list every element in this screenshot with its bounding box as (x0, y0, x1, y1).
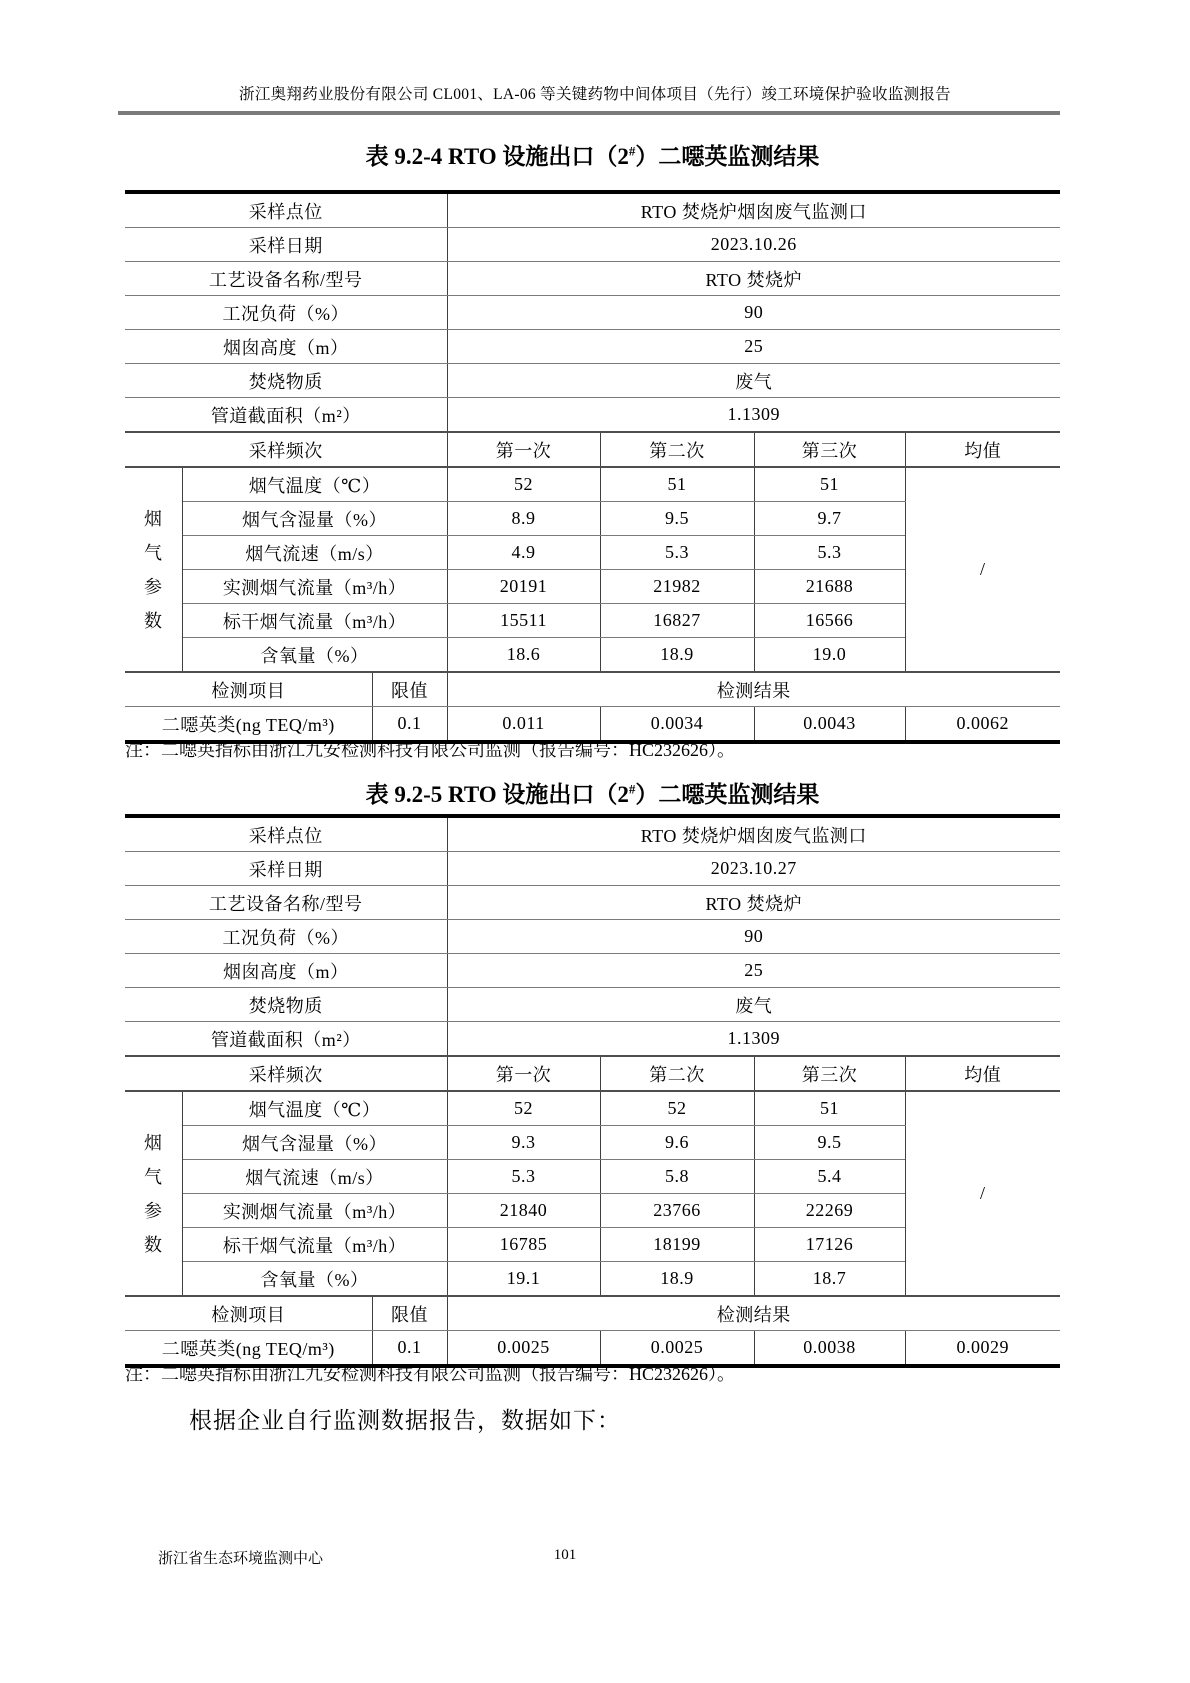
table-row (125, 988, 1060, 1022)
info-value: RTO 焚烧炉 (447, 262, 1060, 296)
info-label: 焚烧物质 (125, 988, 447, 1022)
param-value: 9.3 (447, 1126, 600, 1160)
info-value: 1.1309 (447, 398, 1060, 433)
info-label: 工况负荷（%） (125, 296, 447, 330)
table-row (125, 852, 1060, 886)
title-superscript: # (628, 143, 636, 159)
param-value: 18.6 (447, 638, 600, 673)
mean-cell: / (905, 467, 1060, 672)
title-suffix: ）二噁英监测结果 (635, 782, 820, 807)
param-value: 52 (447, 1091, 600, 1126)
freq-col-3: 第三次 (754, 1056, 905, 1091)
param-label: 烟气含湿量（%） (182, 502, 447, 536)
param-value: 16785 (447, 1228, 600, 1262)
param-row (125, 467, 1060, 502)
result-value: 0.0034 (600, 707, 754, 743)
table-row (125, 1022, 1060, 1057)
info-label: 焚烧物质 (125, 364, 447, 398)
title-prefix: 表 9.2-5 RTO 设施出口（2 (365, 782, 629, 807)
info-label: 管道截面积（m²） (125, 1022, 447, 1057)
result-label: 二噁英类(ng TEQ/m³) (125, 707, 372, 743)
info-label: 采样点位 (125, 816, 447, 852)
param-value: 23766 (600, 1194, 754, 1228)
table-row (125, 920, 1060, 954)
param-label: 烟气温度（℃） (182, 1091, 447, 1126)
dioxin-table-9-2-5 (125, 814, 1060, 1368)
table-row (125, 296, 1060, 330)
param-value: 9.6 (600, 1126, 754, 1160)
info-value: 25 (447, 954, 1060, 988)
param-value: 15511 (447, 604, 600, 638)
info-label: 采样日期 (125, 228, 447, 262)
param-value: 19.1 (447, 1262, 600, 1297)
result-value: 0.0025 (447, 1331, 600, 1367)
result-limit-header: 限值 (372, 1296, 447, 1331)
param-label: 含氧量（%） (182, 1262, 447, 1297)
param-value: 4.9 (447, 536, 600, 570)
freq-col-2: 第二次 (600, 432, 754, 467)
param-value: 5.8 (600, 1160, 754, 1194)
page-header: 浙江奥翔药业股份有限公司 CL001、LA-06 等关键药物中间体项目（先行）竣工环境保护验收监测报告 (239, 86, 951, 103)
param-value: 21840 (447, 1194, 600, 1228)
group-label-cell (125, 467, 182, 672)
param-label: 标干烟气流量（m³/h） (182, 604, 447, 638)
result-value: 0.0043 (754, 707, 905, 743)
param-value: 9.7 (754, 502, 905, 536)
info-label: 烟囱高度（m） (125, 954, 447, 988)
info-value: 1.1309 (447, 1022, 1060, 1057)
param-label: 标干烟气流量（m³/h） (182, 1228, 447, 1262)
param-row (125, 1091, 1060, 1126)
param-value: 16827 (600, 604, 754, 638)
freq-label: 采样频次 (125, 1056, 447, 1091)
param-label: 烟气含湿量（%） (182, 1126, 447, 1160)
param-value: 51 (754, 1091, 905, 1126)
table-note-2: 注：二噁英指标由浙江九安检测科技有限公司监测（报告编号：HC232626）。 (125, 1364, 736, 1384)
info-value: RTO 焚烧炉烟囱废气监测口 (447, 816, 1060, 852)
result-item-header: 检测项目 (125, 1296, 372, 1331)
result-header-row (125, 672, 1060, 707)
param-value: 18.7 (754, 1262, 905, 1297)
group-label: 烟气参数 (144, 1132, 163, 1255)
table-note-1: 注：二噁英指标由浙江九安检测科技有限公司监测（报告编号：HC232626）。 (125, 740, 736, 760)
table-row (125, 816, 1060, 852)
info-label: 采样日期 (125, 852, 447, 886)
result-value: 0.0038 (754, 1331, 905, 1367)
result-mean: 0.0029 (905, 1331, 1060, 1367)
info-label: 烟囱高度（m） (125, 330, 447, 364)
freq-col-mean: 均值 (905, 1056, 1060, 1091)
param-value: 51 (600, 467, 754, 502)
frequency-header-row (125, 432, 1060, 467)
freq-col-mean: 均值 (905, 432, 1060, 467)
table-row (125, 228, 1060, 262)
info-value: 90 (447, 920, 1060, 954)
title-superscript: # (628, 781, 636, 797)
info-value: 废气 (447, 364, 1060, 398)
info-value: 25 (447, 330, 1060, 364)
frequency-header-row (125, 1056, 1060, 1091)
title-suffix: ）二噁英监测结果 (635, 144, 820, 169)
result-value: 0.011 (447, 707, 600, 743)
footer-organization: 浙江省生态环境监测中心 (158, 1551, 324, 1567)
freq-col-3: 第三次 (754, 432, 905, 467)
freq-col-1: 第一次 (447, 1056, 600, 1091)
info-label: 采样点位 (125, 192, 447, 228)
table-row (125, 330, 1060, 364)
param-value: 17126 (754, 1228, 905, 1262)
param-value: 5.3 (447, 1160, 600, 1194)
result-limit: 0.1 (372, 707, 447, 743)
table-row (125, 886, 1060, 920)
result-value: 0.0025 (600, 1331, 754, 1367)
group-label: 烟气参数 (144, 508, 163, 631)
param-value: 21688 (754, 570, 905, 604)
table-row (125, 364, 1060, 398)
freq-label: 采样频次 (125, 432, 447, 467)
table-title-9-2-5 (125, 776, 1060, 809)
param-value: 52 (447, 467, 600, 502)
param-label: 烟气流速（m/s） (182, 1160, 447, 1194)
result-values-header: 检测结果 (447, 672, 1060, 707)
result-values-header: 检测结果 (447, 1296, 1060, 1331)
param-value: 5.4 (754, 1160, 905, 1194)
param-value: 52 (600, 1091, 754, 1126)
info-label: 管道截面积（m²） (125, 398, 447, 433)
page-number: 101 (553, 1547, 577, 1563)
result-item-header: 检测项目 (125, 672, 372, 707)
table-title-9-2-4 (125, 138, 1060, 171)
info-value: 90 (447, 296, 1060, 330)
info-value: RTO 焚烧炉 (447, 886, 1060, 920)
param-value: 9.5 (754, 1126, 905, 1160)
group-label-cell (125, 1091, 182, 1296)
dioxin-table-9-2-4 (125, 190, 1060, 744)
info-label: 工况负荷（%） (125, 920, 447, 954)
param-label: 烟气温度（℃） (182, 467, 447, 502)
param-value: 5.3 (600, 536, 754, 570)
param-value: 22269 (754, 1194, 905, 1228)
header-rule (118, 111, 1060, 115)
info-value: 2023.10.26 (447, 228, 1060, 262)
param-label: 含氧量（%） (182, 638, 447, 673)
param-value: 5.3 (754, 536, 905, 570)
freq-col-2: 第二次 (600, 1056, 754, 1091)
title-prefix: 表 9.2-4 RTO 设施出口（2 (365, 144, 629, 169)
param-value: 8.9 (447, 502, 600, 536)
param-value: 19.0 (754, 638, 905, 673)
param-label: 实测烟气流量（m³/h） (182, 1194, 447, 1228)
param-value: 18.9 (600, 1262, 754, 1297)
param-value: 20191 (447, 570, 600, 604)
result-limit: 0.1 (372, 1331, 447, 1367)
body-paragraph: 根据企业自行监测数据报告，数据如下： (189, 1408, 621, 1433)
result-limit-header: 限值 (372, 672, 447, 707)
result-header-row (125, 1296, 1060, 1331)
info-value: RTO 焚烧炉烟囱废气监测口 (447, 192, 1060, 228)
param-value: 18.9 (600, 638, 754, 673)
param-value: 16566 (754, 604, 905, 638)
table-row (125, 192, 1060, 228)
param-value: 9.5 (600, 502, 754, 536)
info-label: 工艺设备名称/型号 (125, 262, 447, 296)
info-label: 工艺设备名称/型号 (125, 886, 447, 920)
info-value: 2023.10.27 (447, 852, 1060, 886)
table-row (125, 262, 1060, 296)
table-row (125, 398, 1060, 433)
table-row (125, 954, 1060, 988)
freq-col-1: 第一次 (447, 432, 600, 467)
param-value: 21982 (600, 570, 754, 604)
result-mean: 0.0062 (905, 707, 1060, 743)
param-value: 18199 (600, 1228, 754, 1262)
param-label: 烟气流速（m/s） (182, 536, 447, 570)
result-label: 二噁英类(ng TEQ/m³) (125, 1331, 372, 1367)
info-value: 废气 (447, 988, 1060, 1022)
param-value: 51 (754, 467, 905, 502)
param-label: 实测烟气流量（m³/h） (182, 570, 447, 604)
mean-cell: / (905, 1091, 1060, 1296)
